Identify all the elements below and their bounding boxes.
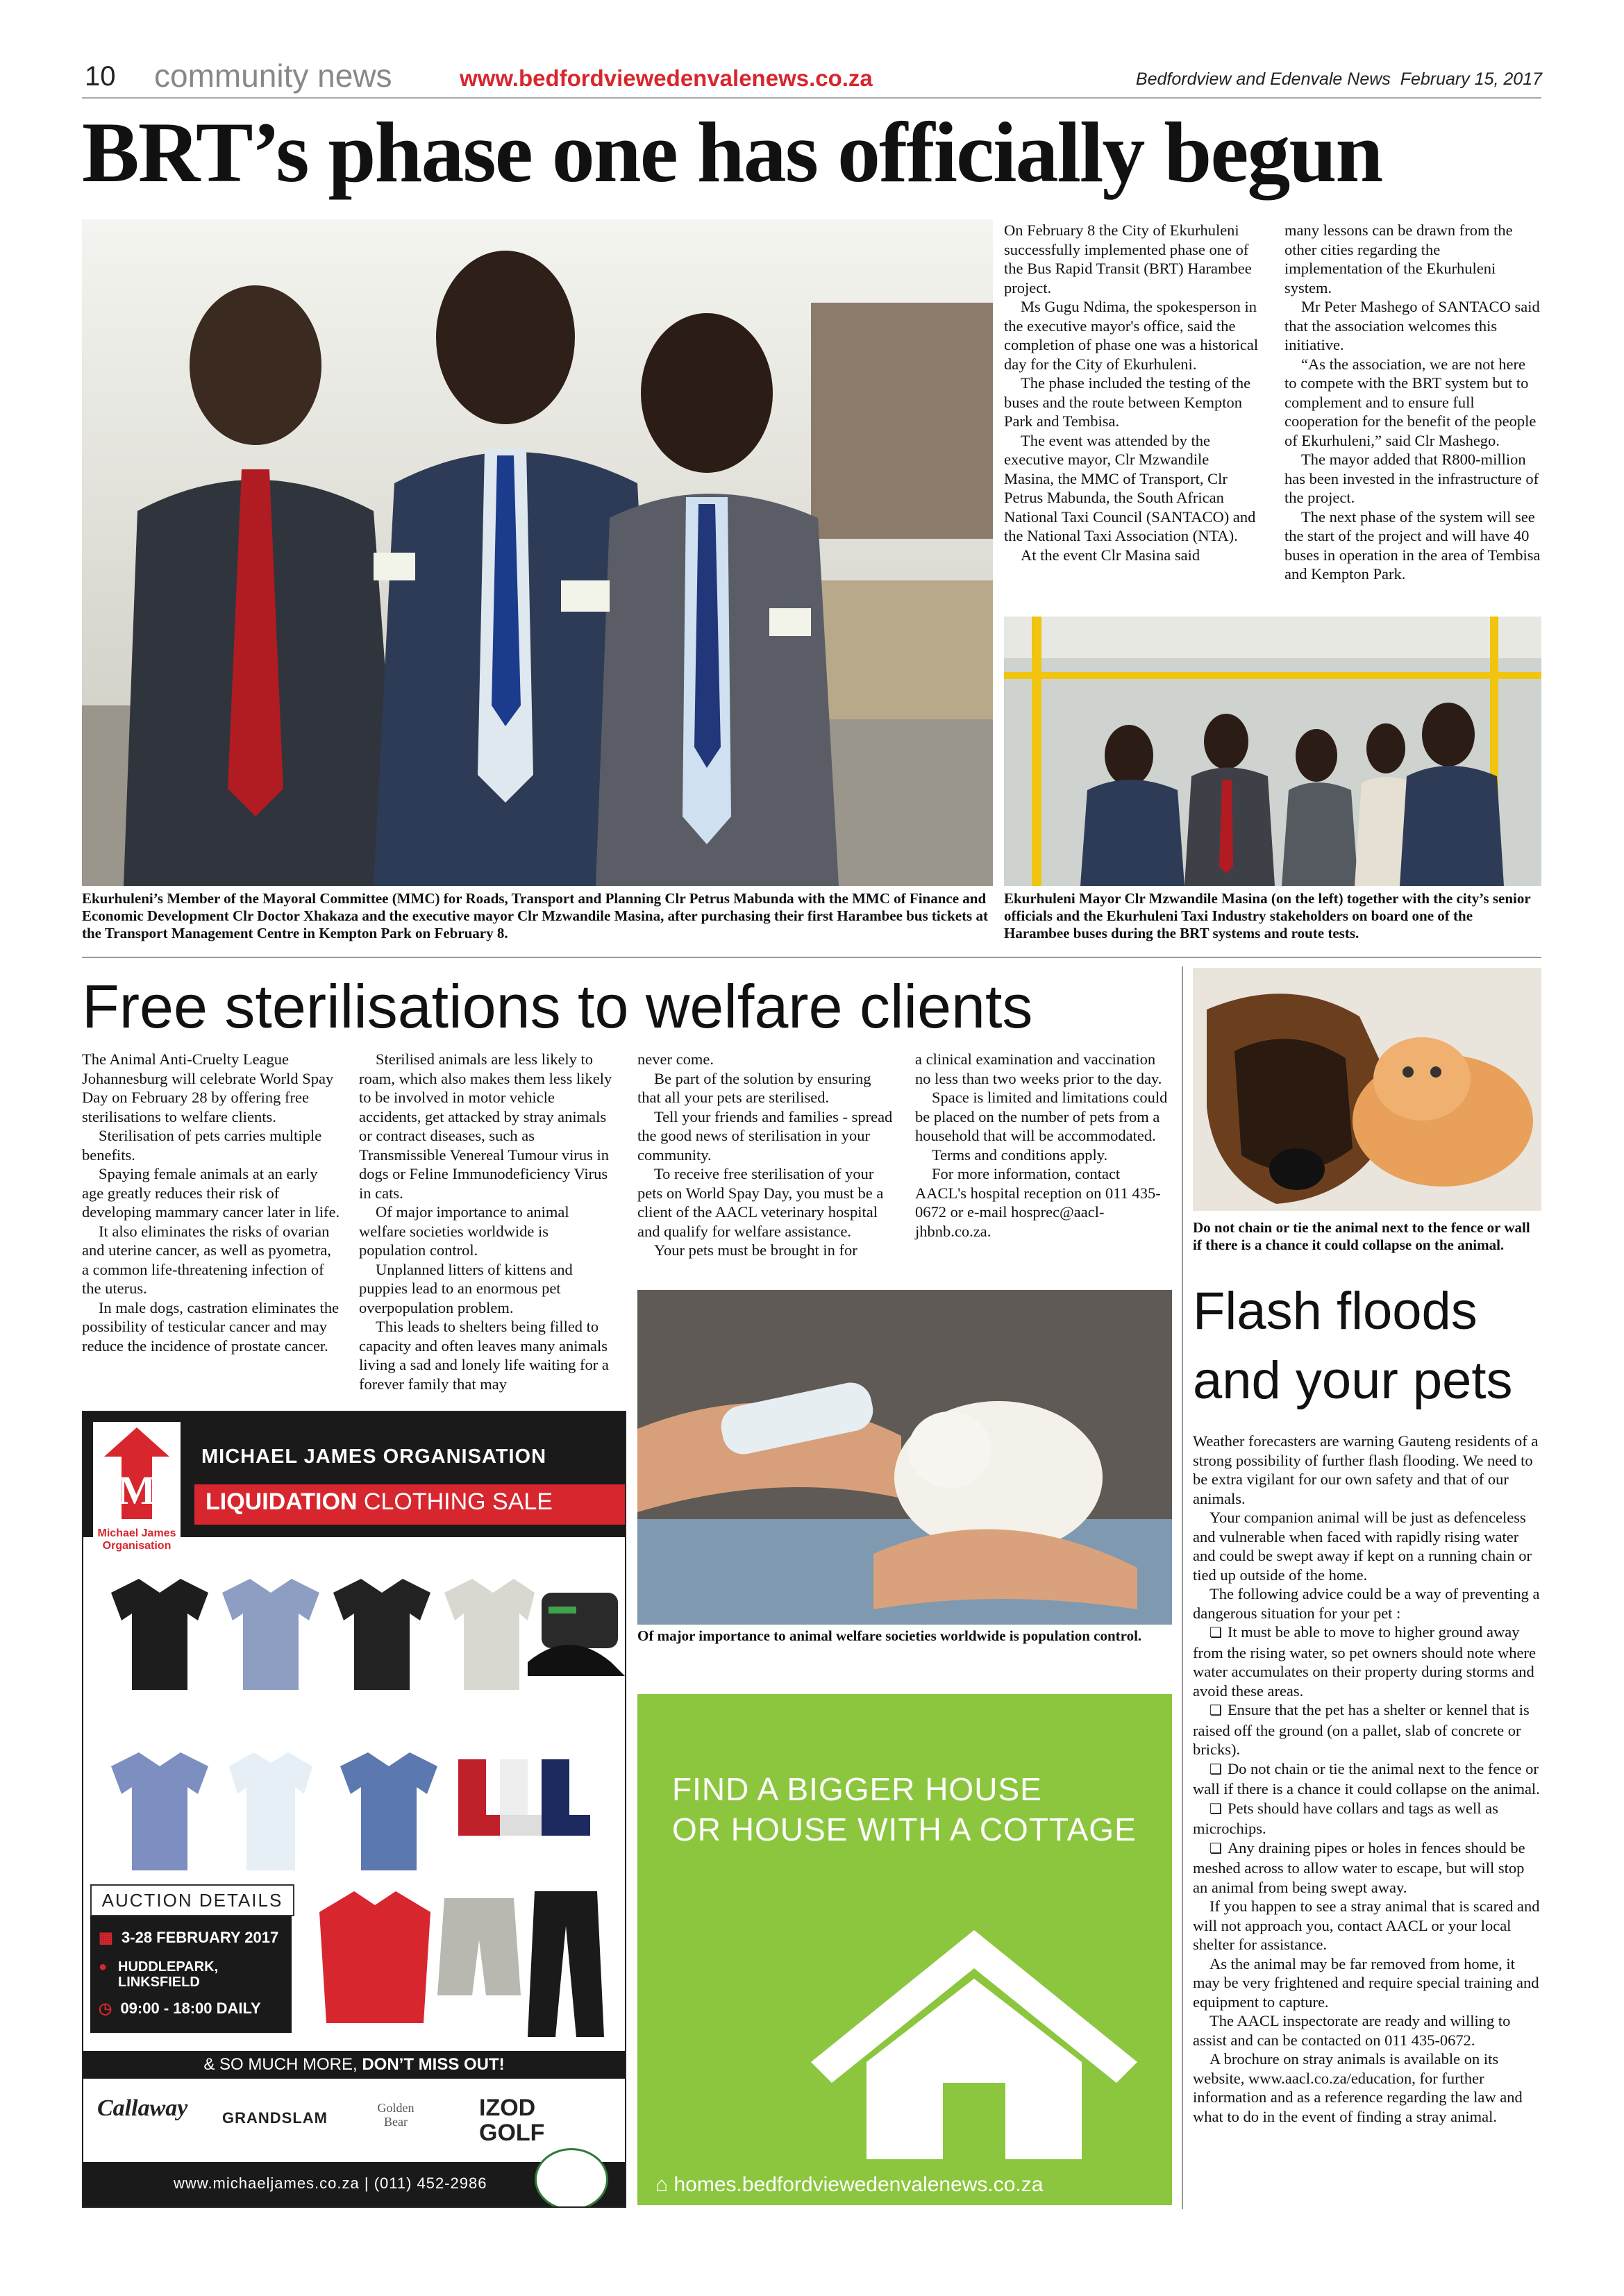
dog-caption: Do not chain or tie the animal next to the fence or wall if there is a chance it could collapse on the animal. bbox=[1193, 1219, 1530, 1253]
mj-sale-title bbox=[206, 1489, 553, 1516]
shirt-icon-7 bbox=[340, 1752, 437, 1870]
steril-col3-p3: Tell your friends and families - spread the good news of sterilisation in your community. bbox=[637, 1107, 893, 1164]
mj-logo bbox=[93, 1422, 181, 1561]
floods-bullet-5: ❏ Any draining pipes or holes in fences should be meshed across to allow water to escape, but will stop an animal from being swept away. bbox=[1193, 1838, 1541, 1897]
auction-venue bbox=[99, 1959, 286, 1990]
floods-p7: A brochure on stray animals is available on its website, www.aacl.co.za/education, for further information and as a reference regarding the law and what to do in the event of finding a stray animal. bbox=[1193, 2050, 1523, 2125]
steril-col4-p3: Terms and conditions apply. bbox=[932, 1146, 1108, 1164]
floods-p4: If you happen to see a stray animal that is scared and will not approach you, contact AACL or your local shelter for assistance. bbox=[1193, 1897, 1540, 1953]
mj-more-band bbox=[83, 2051, 625, 2079]
steril-col3 bbox=[637, 1050, 896, 1260]
mj-logo-icon bbox=[93, 1422, 181, 1526]
puppy-caption: Of major importance to animal welfare societies worldwide is population control. bbox=[637, 1627, 1142, 1644]
floods-p5: As the animal may be far removed from home, it may be very frightened and require special training and equipment to capture. bbox=[1193, 1954, 1539, 2011]
mj-sale-rest: CLOTHING SALE bbox=[357, 1489, 553, 1515]
jacket-icon bbox=[319, 1891, 430, 2023]
floods-bullet-1: ❏ It must be able to move to higher ground away from the rising water, so pet owners should note where water accumulates on their property during storms and avoid these areas. bbox=[1193, 1623, 1541, 1700]
brt-col2-p1: many lessons can be drawn from the other cities regarding the implementation of the Ekurhuleni system. bbox=[1284, 221, 1513, 296]
brand-golden-bear: Golden Bear bbox=[377, 2101, 415, 2129]
steril-col3-p4: To receive free sterilisation of your pets on World Spay Day, you must be a client of the AACL veterinary hospital and qualify for welfare assistance. bbox=[637, 1165, 884, 1240]
steril-col3-p5: Your pets must be brought in for bbox=[654, 1241, 857, 1259]
steril-col1-p1: The Animal Anti-Cruelty League Johannesburg will celebrate World Spay Day on February 28 by offering free sterilisations to welfare clients. bbox=[82, 1050, 334, 1125]
shirt-icon-3 bbox=[333, 1579, 430, 1690]
floods-divider bbox=[1182, 966, 1183, 2209]
socks-icon bbox=[458, 1759, 590, 1836]
floods-p3: The following advice could be a way of preventing a dangerous situation for your pet : bbox=[1193, 1585, 1540, 1622]
mj-org-name: MICHAEL JAMES ORGANISATION bbox=[201, 1446, 547, 1468]
home-icon: ⌂ bbox=[655, 2173, 669, 2196]
dog-cat-photo bbox=[1193, 968, 1541, 1211]
steril-col1-p4: It also eliminates the risks of ovarian and uterine cancer, as well as pyometra, a common life-threatening infection of the uterus. bbox=[82, 1222, 331, 1297]
mj-clothing-items-2 bbox=[305, 1884, 625, 2044]
steril-col4-p4: For more information, contact AACL's hospital reception on 011 435-0672 or e-mail hosprec@aacl-jhbnb.co.za. bbox=[915, 1165, 1161, 1240]
mj-logo-text: Michael James Organisation bbox=[97, 1527, 176, 1552]
brt-col1-p4: The event was attended by the executive mayor, Clr Mzwandile Masina, the MMC of Transport, Clr Petrus Mabunda, the South African National Taxi Council (SANTACO) and the National Taxi Association (NTA). bbox=[1004, 431, 1256, 544]
floods-bullet-3: ❏ Do not chain or tie the animal next to the fence or wall if there is a chance it could collapse on the animal. bbox=[1193, 1759, 1541, 1799]
mj-contact[interactable]: www.michaeljames.co.za | (011) 452-2986 bbox=[174, 2175, 487, 2192]
brt-headline: BRT’s phase one has officially begun bbox=[82, 105, 1382, 200]
steril-col1-p3: Spaying female animals at an early age greatly reduces their risk of developing mammary cancer later in life. bbox=[82, 1165, 340, 1221]
house-ad-url-text[interactable]: homes.bedfordviewedenvalenews.co.za bbox=[673, 2173, 1044, 2196]
shirt-icon-4 bbox=[444, 1579, 535, 1690]
page-number: 10 bbox=[85, 61, 116, 92]
steril-col2-p1: Sterilised animals are less likely to roam, which also makes them less likely to be involved in motor vehicle accidents, get attacked by stray animals or contract diseases, such as Transmissible Venereal Tumour virus in dogs or Feline Immunodeficiency Virus in cats. bbox=[359, 1050, 612, 1202]
steril-col1-p5: In male dogs, castration eliminates the possibility of testicular cancer and may reduce the incidence of prostate cancer. bbox=[82, 1298, 340, 1355]
mj-more-text: & SO MUCH MORE, bbox=[203, 2055, 362, 2074]
steril-col1 bbox=[82, 1050, 340, 1355]
house-ad-line2: OR HOUSE WITH A COTTAGE bbox=[672, 1811, 1137, 1847]
steril-col2-p4: This leads to shelters being filled to capacity and often leaves many animals living a sad and lonely life waiting for a forever family that may bbox=[359, 1318, 609, 1393]
house-ad-line1: FIND A BIGGER HOUSE bbox=[672, 1771, 1042, 1807]
floods-p6: The AACL inspectorate are ready and willing to assist and can be contacted on 011 435-0672. bbox=[1193, 2012, 1511, 2049]
mj-sale-bold: LIQUIDATION bbox=[206, 1489, 358, 1515]
brt-col2-p5: The next phase of the system will see the start of the project and will have 40 buses in operation in the area of Tembisa and Kempton Park. bbox=[1284, 508, 1541, 583]
steril-col4-p1: a clinical examination and vaccination no less than two weeks prior to the day. bbox=[915, 1050, 1162, 1087]
house-ad[interactable] bbox=[637, 1694, 1172, 2205]
brand-izod: IZOD GOLF bbox=[479, 2095, 545, 2146]
floods-headline-2: and your pets bbox=[1193, 1351, 1513, 1410]
brt-col1-p2: Ms Gugu Ndima, the spokesperson in the executive mayor's office, said the completion of phase one was a historical day for the City of Ekurhuleni. bbox=[1004, 298, 1259, 373]
auction-venue-text: HUDDLEPARK, LINKSFIELD bbox=[118, 1959, 219, 1990]
auction-hours-text: 09:00 - 18:00 DAILY bbox=[120, 2000, 261, 2017]
steril-headline: Free sterilisations to welfare clients bbox=[82, 972, 1033, 1041]
clock-icon: ◷ bbox=[99, 2000, 112, 2017]
brt-col1 bbox=[1004, 221, 1259, 564]
mj-more-bold: DON’T MISS OUT! bbox=[362, 2055, 505, 2074]
date: February 15, 2017 bbox=[1400, 69, 1542, 89]
brt-col1-p5: At the event Clr Masina said bbox=[1021, 546, 1200, 564]
shirt-icon-6 bbox=[229, 1752, 312, 1870]
steril-col2-p3: Unplanned litters of kittens and puppies lead to an enormous pet overpopulation problem. bbox=[359, 1260, 573, 1316]
brt-bottom-rule bbox=[82, 957, 1541, 958]
floods-body bbox=[1193, 1432, 1541, 2126]
steril-col2 bbox=[359, 1050, 617, 1393]
steril-col4-p2: Space is limited and limitations could be placed on the number of pets from a household that will be accommodated. bbox=[915, 1089, 1168, 1144]
brt-col2-p3: “As the association, we are not here to compete with the BRT system but to complement and to ensure full cooperation for the benefit of the people of Ekurhuleni,” said Clr Mashego. bbox=[1284, 355, 1537, 449]
house-ad-url[interactable] bbox=[655, 2173, 1043, 2197]
publication-date bbox=[1136, 69, 1542, 90]
mj-ad[interactable] bbox=[82, 1411, 626, 2208]
section-name: community news bbox=[154, 58, 392, 94]
floods-headline-1: Flash floods bbox=[1193, 1282, 1477, 1341]
floods-bullet-4: ❏ Pets should have collars and tags as well as microchips. bbox=[1193, 1799, 1541, 1838]
shirt-icon-5 bbox=[111, 1752, 208, 1870]
auction-dates bbox=[99, 1929, 278, 1947]
steril-col4 bbox=[915, 1050, 1172, 1241]
brand-grandslam: GRANDSLAM bbox=[222, 2109, 328, 2127]
floods-p1: Weather forecasters are warning Gauteng residents of a strong possibility of further flash flooding. We need to be extra vigilant for our own safety and that of our animals. bbox=[1193, 1432, 1539, 1507]
shirt-icon-1 bbox=[111, 1579, 208, 1690]
calendar-icon: ▦ bbox=[99, 1929, 113, 1946]
steril-col2-p2: Of major importance to animal welfare societies worldwide is population control. bbox=[359, 1203, 569, 1259]
header-rule bbox=[82, 97, 1541, 99]
publication-name: Bedfordview and Edenvale News bbox=[1135, 69, 1391, 89]
bag-icon bbox=[542, 1593, 618, 1648]
puppy-photo bbox=[637, 1290, 1172, 1625]
floods-p2: Your companion animal will be just as defenceless and vulnerable when faced with rapidly rising water and could be swept away if kept on a running chain or tied up outside of the home. bbox=[1193, 1509, 1532, 1584]
house-icon bbox=[811, 1923, 1137, 2159]
brt-main-photo bbox=[82, 219, 993, 886]
shorts-icon bbox=[437, 1898, 521, 1995]
huddle-park-badge bbox=[535, 2148, 608, 2208]
auction-title: AUCTION DETAILS bbox=[90, 1884, 294, 1916]
location-pin-icon: ● bbox=[99, 1959, 108, 1975]
steril-col3-p2: Be part of the solution by ensuring that all your pets are sterilised. bbox=[637, 1069, 871, 1106]
website-link[interactable]: www.bedfordviewedenvalenews.co.za bbox=[460, 65, 873, 91]
brt-col1-p1: On February 8 the City of Ekurhuleni successfully implemented phase one of the Bus Rapid Transit (BRT) Harambee project. bbox=[1004, 221, 1252, 296]
brt-main-caption: Ekurhuleni’s Member of the Mayoral Committee (MMC) for Roads, Transport and Planning Clr Petrus Mabunda with the MMC of Finance and Economic Development Clr Doctor Xhakaza and the executive mayor Clr Mzwandile Masina, after purchasing their first Harambee bus tickets at the Transport Management Centre in Kempton Park on February 8. bbox=[82, 890, 988, 941]
auction-dates-text: 3-28 FEBRUARY 2017 bbox=[122, 1929, 279, 1946]
brt-col2-p4: The mayor added that R800-million has been invested in the infrastructure of the project. bbox=[1284, 451, 1539, 506]
brt-col2 bbox=[1284, 221, 1541, 584]
steril-col3-p1: never come. bbox=[637, 1050, 714, 1068]
shirt-icon-2 bbox=[222, 1579, 319, 1690]
brt-bus-photo bbox=[1004, 617, 1541, 886]
brt-col1-p3: The phase included the testing of the buses and the route between Kempton Park and Tembisa. bbox=[1004, 374, 1251, 430]
steril-col1-p2: Sterilisation of pets carries multiple benefits. bbox=[82, 1127, 322, 1164]
brand-callaway: Callaway bbox=[97, 2095, 188, 2121]
svg-text:M: M bbox=[117, 1468, 156, 1513]
brt-col2-p2: Mr Peter Mashego of SANTACO said that the association welcomes this initiative. bbox=[1284, 298, 1540, 353]
cap-icon bbox=[528, 1645, 625, 1676]
auction-hours bbox=[99, 2000, 261, 2018]
brt-bus-caption: Ekurhuleni Mayor Clr Mzwandile Masina (on the left) together with the city’s senior officials and the Ekurhuleni Taxi Industry stakeholders on board one of the Harambee buses during the BRT systems and route tests. bbox=[1004, 890, 1531, 941]
floods-bullet-2: ❏ Ensure that the pet has a shelter or kennel that is raised off the ground (on a pallet, slab of concrete or bricks). bbox=[1193, 1700, 1541, 1759]
pants-icon bbox=[528, 1891, 604, 2037]
